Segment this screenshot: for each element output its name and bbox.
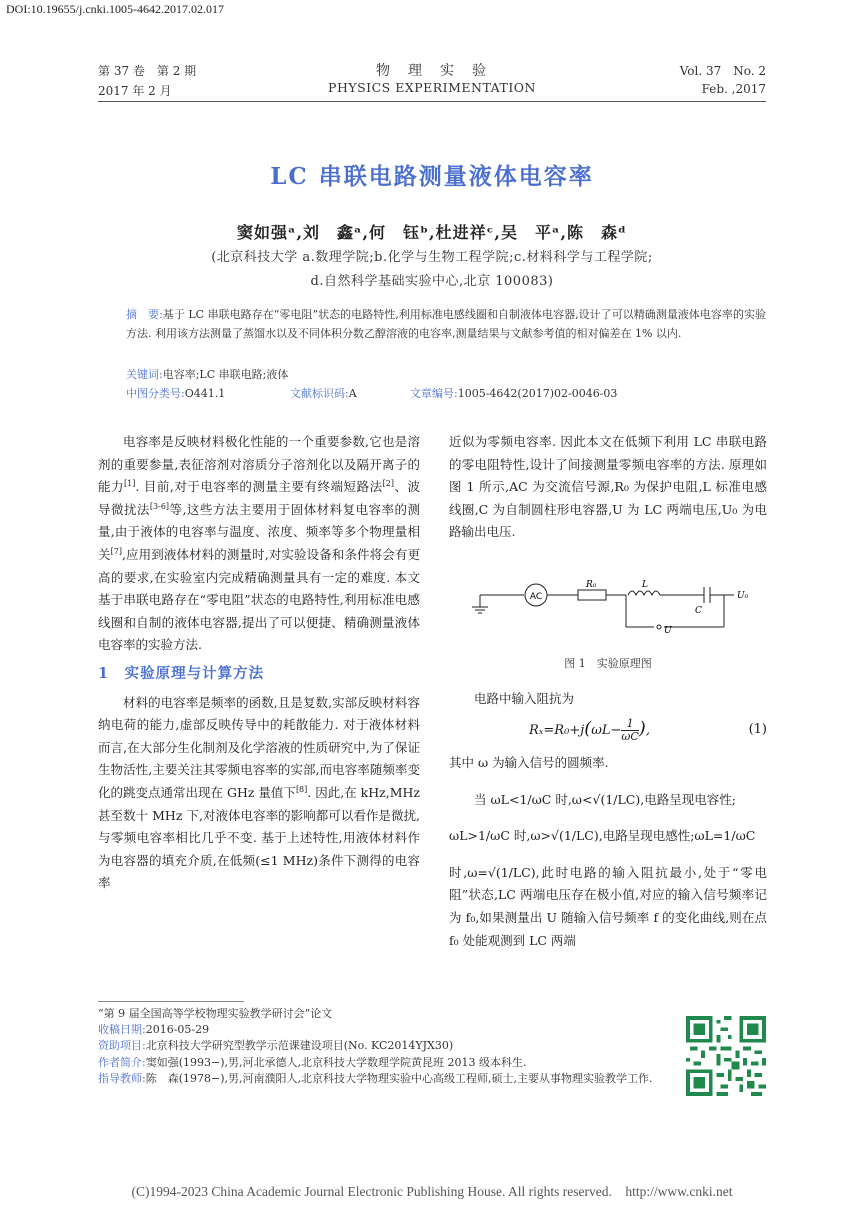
footnote-fund (98, 1038, 688, 1054)
circuit-diagram (466, 575, 766, 645)
intro-text-c: 、波导微扰法 (98, 479, 420, 517)
advisor-label: 指导教师: (98, 1071, 146, 1085)
abstract (126, 305, 766, 343)
label-ac: AC (529, 592, 543, 602)
eq1-den: ωC (621, 730, 639, 743)
label-c: C (695, 606, 702, 616)
equation-number-1: (1) (748, 722, 767, 737)
received-date: 2016-05-29 (145, 1023, 210, 1037)
impedance-intro: 电路中输入阻抗为 (474, 691, 575, 706)
principle-text-b: . 因此,在 kHz,MHz 甚至数十 MHz 下,对液体电容率的影响都可以看作是微扰,与零频电容率相比几乎不变. 基于上述特性,用液体材料作为电容器的填充介质,在低频(≤1 MHz)条件下测得的电容率 (98, 784, 420, 891)
eq1-lhs: Rₓ=R₀+j (529, 723, 585, 738)
right-paragraph-1: 近似为零频电容率. 因此本文在低频下利用 LC 串联电路的零电阻特性,设计了间接测量零频电容率的方法. 原理如图 1 所示,AC 为交流信号源,R₀ 为保护电阻,L 标准电感线圈,C 为自制圆柱形电容器,U 为 LC 两端电压,U₀ 为电路输出电压. (449, 434, 767, 540)
doccode-value: A (348, 387, 357, 400)
doccode-label: 文献标识码: (290, 387, 349, 400)
principle-paragraph (98, 692, 420, 895)
footnote-author (98, 1055, 688, 1071)
footnote-received (98, 1022, 688, 1038)
abstract-text: 基于 LC 串联电路存在“零电阻”状态的电路特性,利用标准电感线圈和自制液体电容器,设计了可以精确测量液体电容率的实验方法. 利用该方法测量了蒸馏水以及不同体积分数乙醇溶液的电容率,测量结果与文献参考值的相对偏差在 1% 以内. (126, 308, 766, 340)
author-list: 窦如强ᵃ,刘 鑫ᵃ,何 钰ᵇ,杜进祥ᶜ,吴 平ᵃ,陈 森ᵈ (237, 223, 627, 242)
received-label: 收稿日期: (98, 1023, 146, 1037)
qr-code-icon (686, 1016, 766, 1096)
header-date: 2017 年 2 月 (98, 84, 172, 98)
intro-text-a: 电容率是反映材料极化性能的一个重要参数,它也是溶剂的重要参量,表征溶剂对溶质分子溶剂化以及隔开离子的能力 (98, 434, 420, 495)
resonance-paragraph: 时,ω=√(1/LC),此时电路的输入阻抗最小,处于“零电阻”状态,LC 两端电压存在极小值,对应的输入信号频率记为 f₀,如果测量出 U 随输入信号频率 f 的变化曲线,则在点 f₀ 处能观测到 LC 两端 (449, 864, 767, 948)
intro-text-b: . 目前,对于电容率的测量主要有终端短路法 (135, 479, 383, 495)
clc-value: O441.1 (184, 387, 226, 400)
author-text: 窦如强(1993−),男,河北承德人,北京科技大学数理学院黄昆班 2013 级本科生. (145, 1055, 527, 1069)
capacitive-condition: 当 ωL<1/ωC 时,ω<√(1/LC),电路呈现电容性; (474, 791, 736, 807)
header-date-en: Feb. ,2017 (701, 82, 766, 96)
author-label: 作者简介: (98, 1055, 146, 1069)
ref-8: [8] (295, 784, 308, 794)
ref-3: [3-6] (149, 501, 170, 511)
footnote-advisor (98, 1071, 688, 1087)
header-volume: 第 37 卷 第 2 期 (98, 64, 197, 78)
equation-1-body: Rₓ=R₀+j(ωL− $\frac{1}{\omega C}$ ), (529, 717, 650, 743)
copyright-notice: (C)1994-2023 China Academic Journal Electronic Publishing House. All rights reserved. http://www.cnki.net (131, 1184, 733, 1199)
advisor-text: 陈 森(1978−),男,河南濮阳人,北京科技大学物理实验中心高级工程师,硕士,主要从事物理实验教学工作. (145, 1071, 653, 1085)
label-r0: R₀ (586, 580, 597, 590)
footnote-rule (98, 1001, 244, 1002)
article-number (410, 385, 617, 401)
intro-text-d: 等,这些方法主要用于固体材料复电容率的测量,由于液体的电容率与温度、浓度、频率等多个物理量相关 (98, 501, 420, 562)
article-label: 文章编号: (410, 387, 458, 400)
label-u0: U₀ (737, 591, 749, 601)
fund-text: 北京科技大学研究型教学示范课建设项目(No. KC2014YJX30) (145, 1039, 454, 1053)
keywords-text: 电容率;LC 串联电路;液体 (162, 368, 289, 381)
right-column-bottom (449, 752, 767, 952)
keywords-label: 关键词: (126, 368, 163, 381)
footnotes (98, 1006, 688, 1087)
doi: DOI:10.19655/j.cnki.1005-4642.2017.02.017 (6, 2, 224, 16)
fund-label: 资助项目: (98, 1039, 146, 1053)
footnote-conference: “第 9 届全国高等学校物理实验教学研讨会”论文 (98, 1007, 333, 1020)
intro-text-e: ,应用到液体材料的测量时,对实验设备和条件将会有更高的要求,在实验室内完成精确测量具有一定的难度. 本文基于串联电路存在“零电阻”状态的电路特性,利用标准电感线圈和自制的液体电容器,提出了可以便捷、精确测量液体电容率的实验方法. (98, 546, 420, 653)
journal-name-cn: 物 理 实 验 (376, 63, 488, 79)
clc-label: 中图分类号: (126, 387, 185, 400)
ref-4: [7] (110, 546, 122, 556)
eq1-num: 1 (621, 718, 638, 731)
eq1-fraction (621, 718, 638, 743)
right-paragraph-2 (449, 688, 767, 711)
paper-title: LC 串联电路测量液体电容率 (270, 163, 594, 190)
left-column (98, 431, 420, 895)
ref-2: [2] (382, 479, 394, 489)
label-l: L (642, 580, 648, 590)
header-volume-en: Vol. 37 No. 2 (679, 64, 766, 78)
principle-text-a: 材料的电容率是频率的函数,且是复数,实部反映材料容纳电荷的能力,虚部反映传导中的耗散能力. 对于液体材料而言,在大部分生化制剂及化学溶液的性质研究中,为了保证生物活性,主要关注其零频电容率的实部,而电容率随频率变化的跳变点通常出现在 GHz 量值下 (98, 694, 420, 800)
omega-definition: 其中 ω 为输入信号的圆频率. (449, 755, 609, 770)
document-code (290, 385, 357, 401)
intro-paragraph (98, 431, 420, 657)
journal-name-en: PHYSICS EXPERIMENTATION (328, 80, 536, 95)
affiliation-line-2: d.自然科学基础实验中心,北京 100083) (310, 274, 554, 289)
figure-caption: 图 1 实验原理图 (564, 657, 652, 670)
inductive-condition: ωL>1/ωC 时,ω>√(1/LC),电路呈现电感性;ωL=1/ωC (449, 828, 756, 844)
ref-1: [1] (124, 479, 136, 489)
abstract-label: 摘 要: (126, 308, 163, 321)
right-column-top (449, 431, 767, 544)
label-u: U (664, 626, 672, 636)
keywords (126, 366, 288, 382)
affiliation-line-1: (北京科技大学 a.数理学院;b.化学与生物工程学院;c.材料科学与工程学院; (211, 250, 653, 265)
clc-number (126, 385, 225, 401)
article-value: 1005-4642(2017)02-0046-03 (457, 387, 618, 400)
eq1-body: ωL− (591, 723, 622, 738)
voltage-probe (657, 625, 661, 629)
header-rule (98, 101, 766, 102)
section-heading-1: 1 实验原理与计算方法 (98, 664, 265, 682)
